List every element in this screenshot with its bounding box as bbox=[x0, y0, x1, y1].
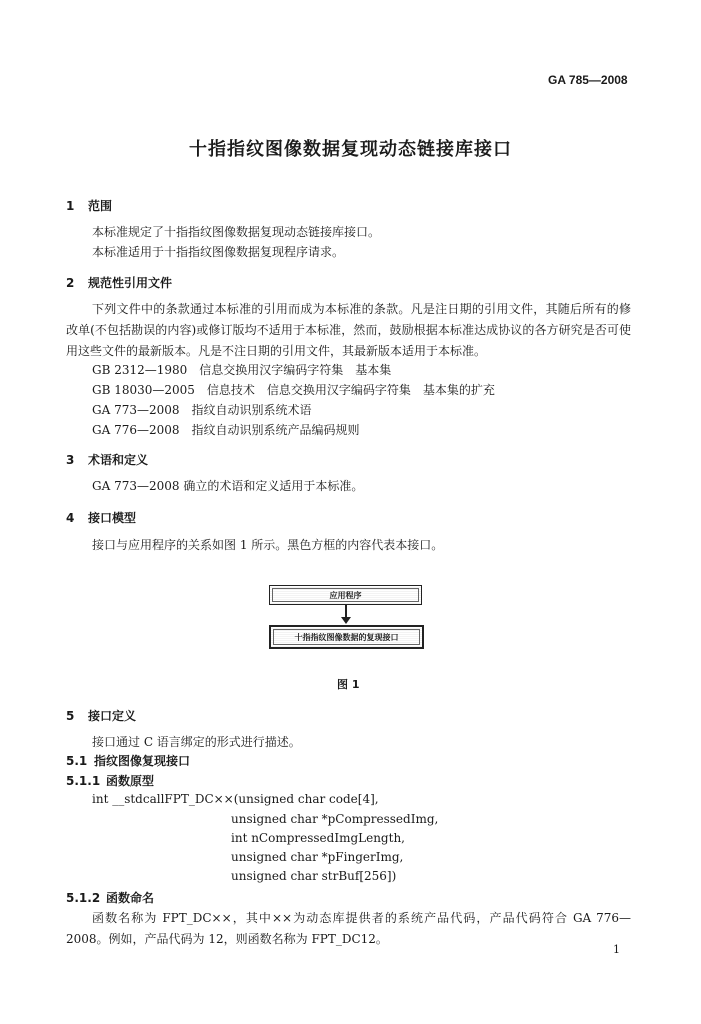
reference-item: GA 776—2008 指纹自动识别系统产品编码规则 bbox=[92, 423, 360, 437]
normative-references-paragraph: 下列文件中的条款通过本标准的引用而成为本标准的条款。凡是注日期的引用文件，其随后所有的修改单(不包括勘误的内容)或修订版均不适用于本标准，然而，鼓励根据本标准达成协议的各方研究是否可使用这些文件的最新版本。凡是不注日期的引用文件，其最新版本适用于本标准。 bbox=[66, 302, 631, 358]
figure-caption: 图 1 bbox=[337, 678, 360, 691]
section-3-heading bbox=[66, 451, 148, 468]
section-2-heading bbox=[66, 274, 172, 291]
section-number: 1 bbox=[66, 199, 75, 213]
subsection-5-1-heading bbox=[66, 752, 190, 769]
interface-model-line: 接口与应用程序的关系如图 1 所示。黑色方框的内容代表本接口。 bbox=[92, 538, 444, 552]
reference-item: GB 18030—2005 信息技术 信息交换用汉字编码字符集 基本集的扩充 bbox=[92, 383, 495, 397]
function-naming-paragraph: 函数名称为 FPT_DC××，其中××为动态库提供者的系统产品代码，产品代码符合 GA 776—2008。例如，产品代码为 12，则函数名称为 FPT_DC12。 bbox=[66, 911, 631, 946]
section-1-heading bbox=[66, 197, 112, 214]
section-number: 3 bbox=[66, 453, 75, 467]
section-title: 接口定义 bbox=[88, 709, 137, 723]
code-line: unsigned char *pCompressedImg, bbox=[231, 812, 439, 826]
code-line: int nCompressedImgLength, bbox=[231, 831, 405, 845]
page-number: 1 bbox=[613, 943, 620, 956]
section-number: 5.1 bbox=[66, 754, 88, 768]
figure-box-label: 十指指纹图像数据的复现接口 bbox=[273, 629, 420, 645]
section-number: 5.1.2 bbox=[66, 891, 101, 905]
reference-item: GB 2312—1980 信息交换用汉字编码字符集 基本集 bbox=[92, 363, 392, 377]
document-title: 十指指纹图像数据复现动态链接库接口 bbox=[189, 139, 512, 160]
figure-box-application bbox=[269, 585, 422, 605]
code-line: unsigned char *pFingerImg, bbox=[231, 850, 404, 864]
section-number: 5.1.1 bbox=[66, 774, 101, 788]
section-number: 2 bbox=[66, 276, 75, 290]
interface-definition-line: 接口通过 C 语言绑定的形式进行描述。 bbox=[92, 735, 301, 749]
section-title: 术语和定义 bbox=[88, 453, 149, 467]
section-title: 指纹图像复现接口 bbox=[94, 754, 191, 768]
code-line: int __stdcallFPT_DC××(unsigned char code[4], bbox=[92, 792, 379, 806]
section-title: 规范性引用文件 bbox=[88, 276, 173, 290]
scope-line-1: 本标准规定了十指指纹图像数据复现动态链接库接口。 bbox=[92, 225, 381, 239]
section-title: 函数原型 bbox=[106, 774, 155, 788]
arrow-down-icon bbox=[341, 617, 351, 624]
section-title: 范围 bbox=[88, 199, 113, 213]
section-title: 接口模型 bbox=[88, 511, 137, 525]
subsection-5-1-1-heading bbox=[66, 772, 154, 789]
section-5-heading bbox=[66, 707, 136, 724]
figure-box-interface bbox=[269, 625, 424, 649]
section-4-heading bbox=[66, 509, 136, 526]
subsection-5-1-2-heading bbox=[66, 889, 154, 906]
standard-number: GA 785—2008 bbox=[548, 73, 628, 87]
section-number: 4 bbox=[66, 511, 75, 525]
terms-line: GA 773—2008 确立的术语和定义适用于本标准。 bbox=[92, 479, 364, 493]
reference-item: GA 773—2008 指纹自动识别系统术语 bbox=[92, 403, 312, 417]
section-number: 5 bbox=[66, 709, 75, 723]
figure-box-label: 应用程序 bbox=[272, 588, 419, 602]
scope-line-2: 本标准适用于十指指纹图像数据复现程序请求。 bbox=[92, 245, 345, 259]
section-title: 函数命名 bbox=[106, 891, 155, 905]
code-line: unsigned char strBuf[256]) bbox=[231, 869, 397, 883]
